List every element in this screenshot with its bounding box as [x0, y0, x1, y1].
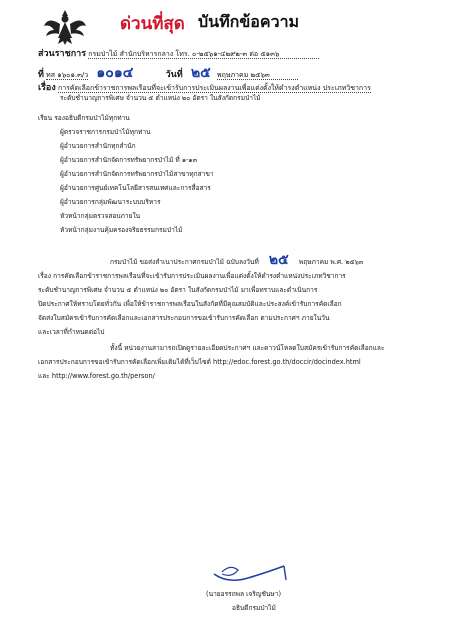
recipient-item: ผู้อำนวยการสำนักจัดการทรัพยากรป่าไม้สาขาทุกสาขา	[60, 170, 214, 178]
date-label: วันที่	[165, 70, 183, 80]
body-p2-line-3: และ http://www.forest.go.th/person/	[38, 372, 155, 380]
body-p1-line-1	[110, 252, 364, 268]
garuda-emblem	[42, 6, 88, 46]
recipient-item: ผู้อำนวยการสำนักจัดการทรัพยากรป่าไม้ ที่ ๑-๑๓	[60, 156, 198, 164]
date-value: พฤษภาคม ๒๕๖๓	[217, 71, 298, 80]
recipient-item: หัวหน้ากลุ่มงานคุ้มครองจริยธรรมกรมป่าไม้	[60, 226, 183, 234]
recipient-item: ผู้อำนวยการศูนย์เทคโนโลยีสารสนเทศและการสื่อสาร	[60, 184, 211, 192]
recipient-item: ผู้อำนวยการสำนักทุกสำนัก	[60, 142, 136, 150]
number-value: ทส ๑๖๐๑.๓/ว	[46, 71, 89, 79]
recipient-item: ผู้อำนวยการกลุ่มพัฒนาระบบบริหาร	[60, 198, 161, 206]
agency-row	[38, 46, 319, 60]
salutation: เรียน รองอธิบดีกรมป่าไม้ทุกท่าน	[38, 114, 130, 122]
signatory-position: อธิบดีกรมป่าไม้	[232, 604, 276, 612]
body-p1-line-5: จัดส่งใบสมัครเข้ารับการคัดเลือกและเอกสารประกอบการขอเข้ารับการคัดเลือก ตามประกาศฯ ภายในวัน	[38, 314, 330, 322]
body-date-stamp: ๒๕	[268, 252, 289, 268]
body-p1-line-6: และเวลาที่กำหนดต่อไป	[38, 328, 105, 336]
body-p1-line-3: ระดับชำนาญการพิเศษ จำนวน ๕ ตำแหน่ง ๒๐ อัตรา ในสังกัดกรมป่าไม้ มาเพื่อทราบและดำเนินการ	[38, 286, 318, 294]
subject-line-2: ระดับชำนาญการพิเศษ จำนวน ๕ ตำแหน่ง ๒๐ อัตรา ในสังกัดกรมป่าไม้	[60, 94, 261, 102]
urgent-heading: ด่วนที่สุด	[120, 14, 185, 34]
body-p2-line-1: ทั้งนี้ หน่วยงานสามารถเปิดดูรายละเอียดประกาศฯ และดาวน์โหลดใบสมัครเข้ารับการคัดเลือกและ	[110, 344, 385, 352]
signatory-name: (นายอรรถพล เจริญชันษา)	[206, 590, 282, 598]
recipient-item: หัวหน้ากลุ่มตรวจสอบภายใน	[60, 212, 141, 220]
subject-label: เรื่อง	[38, 83, 56, 93]
number-label: ที่	[38, 70, 44, 80]
recipient-item: ผู้ตรวจราชการกรมป่าไม้ทุกท่าน	[60, 128, 151, 136]
body-p1-start: กรมป่าไม้ ขอส่งสำเนาประกาศกรมป่าไม้ ฉบับลงวันที่	[110, 258, 259, 266]
agency-label: ส่วนราชการ	[38, 49, 87, 59]
subject-row	[38, 80, 371, 94]
body-p1-end: พฤษภาคม พ.ศ. ๒๕๖๓	[298, 258, 364, 266]
memo-title: บันทึกข้อความ	[198, 12, 300, 31]
body-p2-line-2: เอกสารประกอบการขอเข้ารับการคัดเลือกเพิ่มเติมได้ที่เว็บไซต์ http://edoc.forest.go.th/doccir/docindex.html	[38, 358, 361, 366]
body-p1-line-4: ปิดประกาศให้ทราบโดยทั่วกัน เพื่อให้ข้าราชการพลเรือนในสังกัดที่มีคุณสมบัติและประสงค์เข้ารับการคัดเลือก	[38, 300, 342, 308]
body-p1-line-2: เรื่อง การคัดเลือกข้าราชการพลเรือนที่จะเข้ารับการประเมินผลงานเพื่อแต่งตั้งให้ดำรงตำแหน่งประเภทวิชาการ	[38, 272, 346, 280]
signature-scribble	[208, 560, 298, 586]
subject-line-1: การคัดเลือกข้าราชการพลเรือนที่จะเข้ารับการประเมินผลงานเพื่อแต่งตั้งให้ดำรงตำแหน่ง ประเภทวิชาการ	[57, 84, 371, 92]
number-stamp: ๑๐๑๔	[96, 65, 134, 81]
agency-value: กรมป่าไม้ สำนักบริหารกลาง โทร. ๐-๒๕๖๑-๔๒๙๒-๓ ต่อ ๕๑๓๖	[88, 50, 319, 59]
date-stamp: ๒๕	[190, 65, 211, 81]
